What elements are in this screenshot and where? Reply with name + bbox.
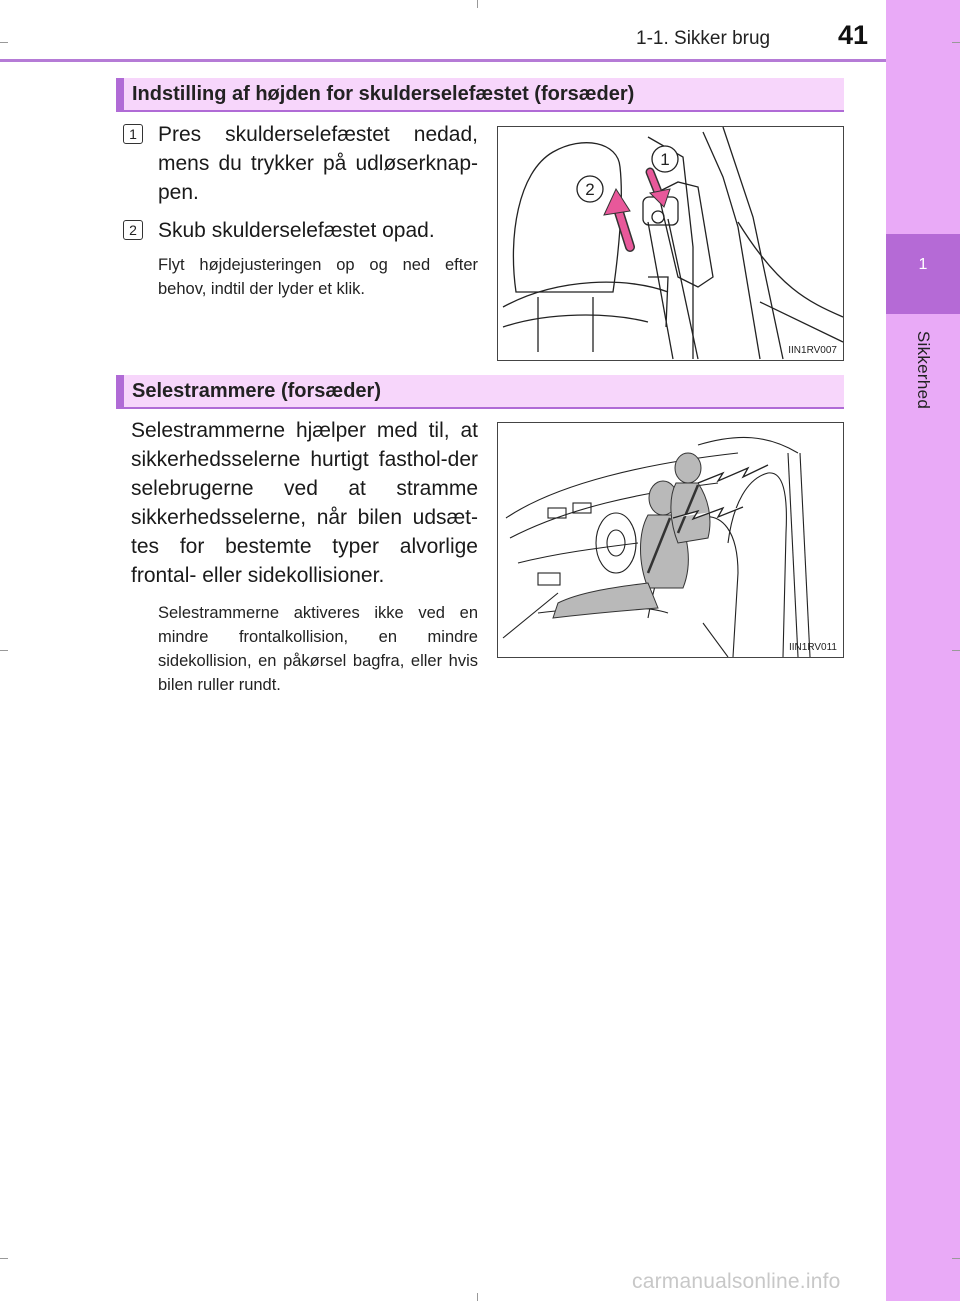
running-header-section: 1-1. Sikker brug [636,28,771,49]
crop-mark [477,0,478,8]
callout-2-label: 2 [585,180,595,199]
header-rule [0,59,886,62]
section-heading-text: Selestrammere (forsæder) [132,380,381,402]
step-note: Flyt højdejusteringen op og ned efter behov, indtil der lyder et klik. [158,256,478,298]
figure-code: IIN1RV011 [789,642,837,653]
page-number: 41 [838,20,869,50]
crop-mark [952,42,960,43]
section-heading-pretensioners [116,375,844,409]
watermark: carmanualsonline.info [632,1270,841,1293]
chapter-number-box [886,234,960,314]
figure-shoulder-anchor-adjust [497,126,844,361]
section-heading-shoulder-anchor [116,78,844,112]
callout-1-label: 1 [660,150,670,169]
callout-1 [652,146,678,172]
chapter-side-tab [886,0,960,1301]
callout-2 [577,176,603,202]
crop-mark [952,650,960,651]
shoulder-anchor-illustration [498,127,843,360]
body-note: Selestrammerne aktiveres ikke ved en mindre frontalkollision, en mindre sidekollision, en påkørsel bagfra, eller hvis bilen ruller rundt. [158,604,478,694]
arrow-push-down [650,172,670,207]
crop-mark [952,1258,960,1259]
passenger-head [675,453,701,483]
chapter-label: Sikkerhed [914,330,933,410]
body-paragraph: Selestrammerne hjælper med til, at sikkerhedsselerne hurtigt fasthol-der selebrugerne ved at stramme sikkerhedsselerne, når bilen udsæt-tes for bestemte typer alvorlige frontal- eller sidekollisioner. [131,419,478,587]
step-text-1: Pres skulderselefæstet nedad, mens du trykker på udløserknap-pen. [158,123,478,204]
crop-mark [477,1293,478,1301]
step-number-1: 1 [123,124,143,144]
crop-mark [0,1258,8,1259]
arrow-push-up [604,189,630,247]
step-text-2: Skub skulderselefæstet opad. [158,219,435,242]
step-number-2: 2 [123,220,143,240]
headrest-outline [513,143,621,292]
figure-code: IIN1RV007 [788,345,837,356]
crop-mark [0,650,8,651]
driver-leg [553,583,658,618]
chapter-number: 1 [918,256,928,273]
figure-pretensioner-seats [497,422,844,658]
crop-mark [0,42,8,43]
section-heading-text: Indstilling af højden for skulderselefæstet (forsæder) [132,83,635,105]
car-interior-illustration [498,423,843,657]
